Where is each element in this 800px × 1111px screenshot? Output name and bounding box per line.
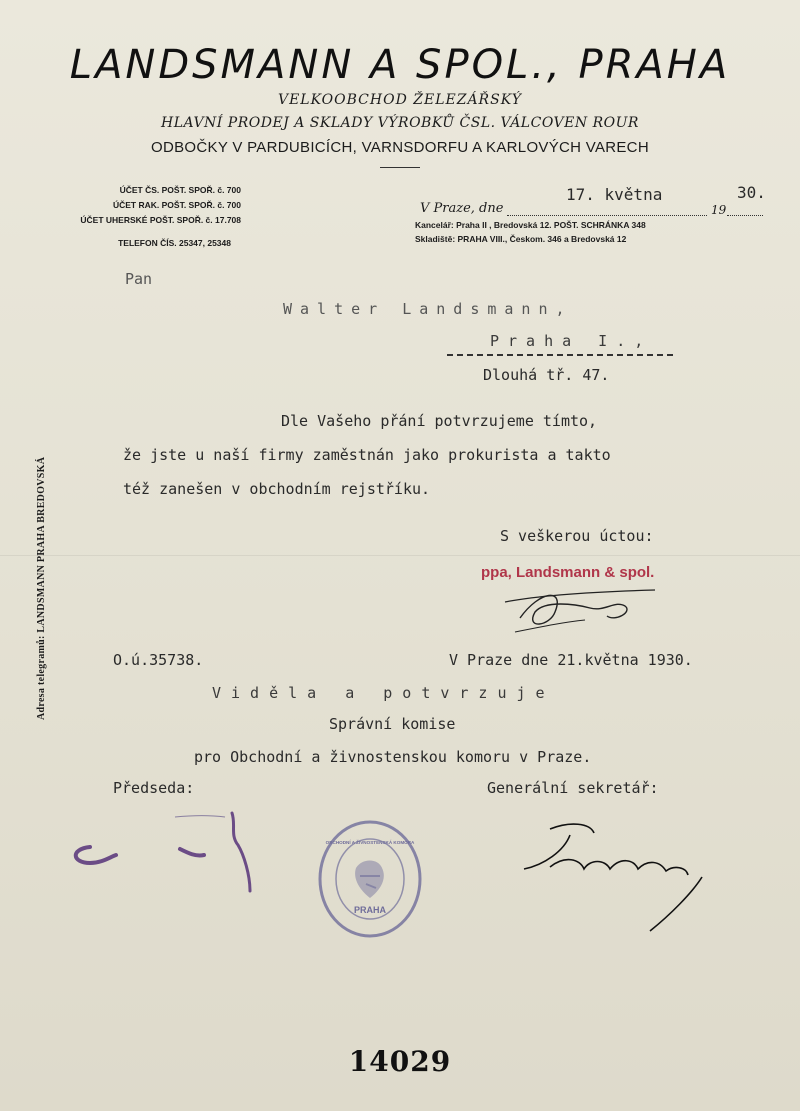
account-line-cs: ÚČET ČS. POŠT. SPOŘ. č. 700	[119, 185, 241, 195]
account-line-rak: ÚČET RAK. POŠT. SPOŘ. č. 700	[112, 200, 241, 210]
account-line-uherske: ÚČET UHERSKÉ POŠT. SPOŘ. č. 17.708	[80, 215, 241, 225]
secretary-label: Generální sekretář:	[487, 779, 659, 797]
letterhead-line-wholesale: VELKOOBCHOD ŽELEZÁŘSKÝ	[277, 92, 523, 108]
dateline-place: V Praze, dne	[420, 201, 504, 216]
seal-chamber	[316, 818, 424, 940]
verified-text: Viděla a potvrzuje	[212, 684, 555, 702]
company-stamp: ppa, Landsmann & spol.	[481, 564, 655, 581]
city-underline	[447, 354, 673, 356]
committee-name: Správní komise	[329, 715, 456, 733]
telephone-line: TELEFON ČÍS. 25347, 25348	[118, 238, 231, 248]
date-dotted-line	[507, 215, 707, 216]
chairman-label: Předseda:	[113, 779, 195, 797]
reference-number: O.ú.35738.	[113, 651, 204, 669]
recipient-name: Walter Landsmann,	[283, 300, 573, 318]
body-line-1: Dle Vašeho přání potvrzujeme tímto,	[281, 412, 598, 430]
letterhead-line-branches: ODBOČKY V PARDUBICÍCH, VARNSDORFU A KARLOVÝCH VARECH	[151, 139, 649, 156]
salutation: Pan	[125, 270, 153, 288]
year-dotted-line	[727, 215, 763, 216]
date-year-suffix: 30.	[737, 183, 766, 202]
seal-city: PRAHA	[353, 905, 386, 915]
body-line-3: též zanešen v obchodním rejstříku.	[123, 480, 431, 498]
seal-text: OBCHODNÍ A ŽIVNOSTENSKÁ KOMORA	[325, 840, 415, 845]
signature-chairman	[60, 805, 270, 895]
signature-secretary	[510, 815, 720, 935]
date-year-prefix: 19	[711, 203, 727, 217]
closing-greeting: S veškerou úctou:	[500, 527, 654, 545]
body-line-2: že jste u naší firmy zaměstnán jako prokurista a takto	[123, 446, 611, 464]
telegram-address-note: Adresa telegramů: LANDSMANN PRAHA BREDOVSKÁ	[36, 456, 47, 720]
letterhead-divider	[380, 167, 420, 168]
certification-date: V Praze dne 21.května 1930.	[449, 651, 693, 669]
recipient-street: Dlouhá tř. 47.	[483, 366, 610, 384]
signature-procurist	[495, 582, 665, 638]
recipient-city: Praha I.,	[490, 332, 653, 350]
fold-line	[0, 555, 800, 556]
date-day-month: 17. května	[566, 185, 663, 204]
office-address: Kancelář: Praha II , Bredovská 12. POŠT. SCHRÁNKA 348	[415, 220, 646, 230]
chamber-name: pro Obchodní a živnostenskou komoru v Praze.	[194, 748, 592, 766]
document-number: 14029	[348, 1045, 452, 1078]
warehouse-address: Skladiště: PRAHA VIII., Českom. 346 a Bredovská 12	[415, 234, 627, 244]
firm-name: LANDSMANN A SPOL., PRAHA	[69, 42, 731, 88]
letterhead-line-sales: HLAVNÍ PRODEJ A SKLADY VÝROBKŮ ČSL. VÁLCOVEN ROUR	[161, 115, 639, 131]
